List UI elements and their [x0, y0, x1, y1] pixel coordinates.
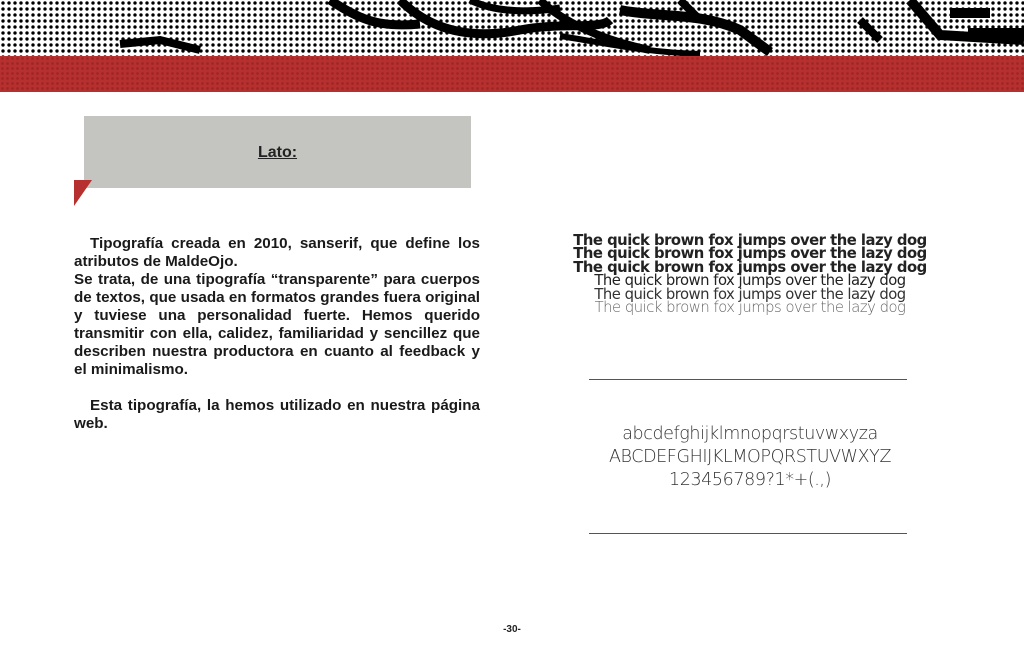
- title-box: [84, 116, 471, 188]
- sample-regular: The quick brown fox jumps over the lazy dog: [594, 272, 906, 290]
- sample-light: The quick brown fox jumps over the lazy dog: [594, 285, 906, 303]
- lowercase-glyphs: abcdefghijklmnopqrstuvwxyza: [622, 424, 878, 444]
- divider-top: [589, 379, 907, 380]
- sample-bold: The quick brown fox jumps over the lazy dog: [573, 245, 927, 263]
- weight-samples: [560, 232, 940, 317]
- corner-accent: [74, 180, 92, 206]
- glyph-set: [560, 423, 940, 492]
- sample-hairline: The quick brown fox jumps over the lazy dog: [594, 299, 906, 317]
- red-band: [0, 56, 1024, 92]
- description-paragraph-2: Esta tipografía, la hemos utilizado en nuestra página web.: [74, 397, 480, 432]
- description-text: [74, 235, 480, 433]
- font-title: Lato:: [257, 144, 298, 161]
- sample-black: The quick brown fox jumps over the lazy dog: [573, 232, 927, 249]
- sample-semibold: The quick brown fox jumps over the lazy dog: [573, 258, 927, 276]
- description-paragraph-1b: Se trata, de una tipografía “transparente” para cuerpos de textos, que usada en formatos grandes fuera original y tuviese una personalidad fuerte. Hemos querido transmitir con ella, calidez, familiaridad y sencillez que describen nuestra productora en cuanto al feedback y el minimalismo.: [74, 271, 480, 378]
- divider-bottom: [589, 533, 907, 534]
- header-banner: [0, 0, 1024, 92]
- number-glyphs: 123456789?1*+(.,): [668, 470, 832, 490]
- description-paragraph-1a: Tipografía creada en 2010, sanserif, que define los atributos de MaldeOjo.: [74, 235, 480, 270]
- uppercase-glyphs: ABCDEFGHIJKLMOPQRSTUVWXYZ: [608, 447, 892, 467]
- page-number: -30-: [503, 624, 521, 635]
- comic-lines-icon: [0, 0, 1024, 58]
- halftone-illustration: [0, 0, 1024, 58]
